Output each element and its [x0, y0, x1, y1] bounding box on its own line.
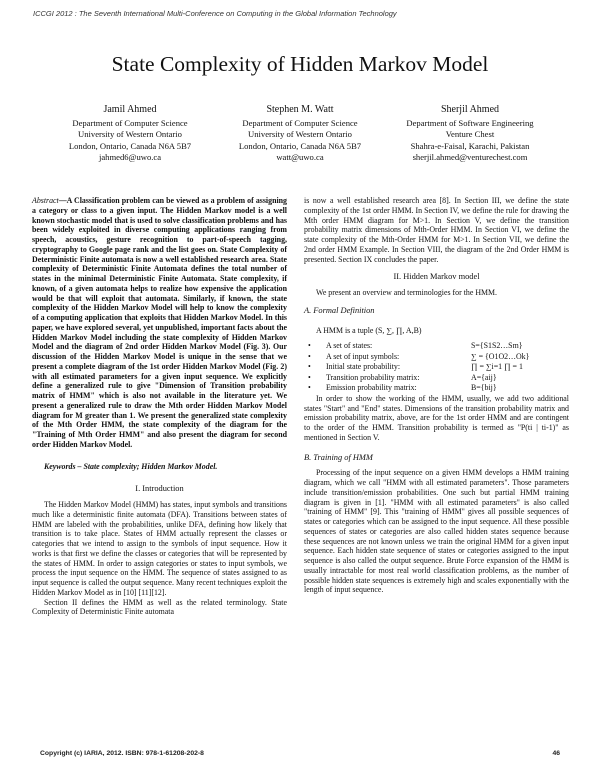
definition-value: A={aij}	[471, 372, 497, 382]
subsection-training: B. Training of HMM	[304, 452, 373, 462]
list-item	[304, 362, 569, 373]
paper-title: State Complexity of Hidden Markov Model	[111, 52, 489, 76]
keywords: Keywords – State complexity; Hidden Markov Model.	[44, 461, 218, 471]
abstract-text: A Classification problem can be viewed as a problem of assigning a category or class to a given input. The Hidden Markov model is a well known stochastic model that is used to solve classification problems and has been widely exploited in diverse computing applications ranging from speech, acoustics, gesture recognition to part-of-speech tagging, cryptography to Google page rank and the list goes on. State Complexity of Deterministic Finite automata is now a well established research area. State complexity of Deterministic Finite Automata defines the total number of states in the minimal Deterministic Finite Automata. State complexity, if known, of a given automata helps to realize how expensive the application would be that will exploit that automata. Similarly, if known, the state complexity of the Hidden Markov Model will help to know the complexity of a computing application that exploits that Hidden Markov Model. In this paper, we have explored several, yet unpublished, important facts about the Hidden Markov Model including the state complexity of Hidden Markov Model and the diagram of 2nd order Hidden Markov Model (Fig. 3). Our discussion of the Hidden Markov Model is unique in the sense that we present a complete diagram of the 1st order Hidden Markov Model (Fig. 2) with all estimated parameters for a given input sequence. We explicitly define a generalized rule to give "Dimension of Transition probability matrix of HMM" which is also not available in the literature yet. We present a generalized rule to draw the Mth order Hidden Markov Model diagram for M greater than 1. We present the generalized state complexity of the Mth Order HMM, the state complexity of the diagram for the "Training of Mth Order HMM" and also present the diagram for second order Hidden Markov Model.	[32, 196, 287, 449]
intro-paragraph-2: Section II defines the HMM as well as the related terminology. State Complexity of Deterministic Finite automata	[32, 597, 287, 617]
page-number: 46	[552, 750, 560, 757]
definition-value: ∑ = {O1O2…Ok}	[471, 351, 530, 361]
training-paragraph: Processing of the input sequence on a given HMM develops a HMM training diagram, which we call "HMM with all estimated parameters". Those parameters include transition/emission probabilities. One such but partial HMM training diagram is given in [1]. "HMM with all estimated parameters" is also called "training of HMM" [9]. This "training of HMM" gives all possible sequences of states or categories which can be assigned to the input sequence. All these possible sequences of states or categories are also called hidden states sequence because these sequences are not known unless we train the original HMM for a given input sequence. Each hidden state sequence of states or categories assigned to the input sequence is also called the output sequence. Brute Force expansion of the HMM is usually intractable for most real world classification problems, as the number of possible hidden state sequences is extremely high and scales exponentially with the length of input sequence.	[304, 468, 569, 595]
page-footer	[40, 750, 560, 757]
intro-paragraph-1: The Hidden Markov Model (HMM) has states, input symbols and transitions much like a deterministic finite automata (DFA). Transitions between states of HMM are labeled with the probabilities, unlike DFA, defining how likely that transition is to take place. States of HMM actually represent the classes or categories that we intend to assign to the symbols of input sequence. How it works is that first we define the classes or categories that will be represented by the states of HMM. In order to assign categories or states to input symbols, we process the input sequence on the HMM. The sequence of states assigned to as input sequence is called the output sequence. Many recent techniques exploit the Hidden Markov Model as in [10] [11][12].	[32, 500, 287, 597]
author-address: Shahra-e-Faisal, Karachi, Pakistan	[410, 140, 530, 151]
author-affiliation: Department of Computer Science	[242, 117, 358, 128]
author-affiliation: University of Western Ontario	[248, 129, 352, 140]
author-email: jahmed6@uwo.ca	[98, 152, 162, 163]
author-email: sherjil.ahmed@venturechest.com	[412, 152, 528, 163]
left-column	[32, 196, 287, 617]
list-item	[304, 373, 569, 384]
author-1	[45, 104, 215, 164]
section-heading-introduction: I. Introduction	[135, 484, 184, 494]
list-item	[304, 352, 569, 363]
author-address: London, Ontario, Canada N6A 5B7	[68, 140, 192, 151]
definition-list	[304, 341, 569, 394]
author-name: Stephen M. Watt	[266, 104, 334, 115]
author-3	[385, 104, 555, 164]
section-heading-hmm: II. Hidden Markov model	[393, 272, 480, 282]
hmm-tuple: A HMM is a tuple (S, ∑, ∏, A,B)	[316, 325, 422, 335]
copyright-isbn: Copyright (c) IARIA, 2012. ISBN: 978-1-61208-202-8	[40, 750, 204, 757]
author-2	[215, 104, 385, 164]
definition-label: Transition probability matrix:	[326, 372, 420, 382]
intro-paragraph-continued: is now a well established research area [8]. In Section III, we define the state complexity of the 1st order HMM. In Section IV, we define the rule for drawing the Mth order HMM diagram for M>1. In Section V, we define the transition probability matrix dimensions of Mth-Order HMM. In Section VI, we define the state complexity of the Mth-Order HMM for M>1. In Section VII, we define the 2nd order HMM Example. In Section VIII, the diagram of the 2nd Order HMM is presented. Section IX concludes the paper.	[304, 196, 569, 264]
author-affiliation: Department of Software Engineering	[406, 117, 534, 128]
definition-value: B={bij}	[471, 383, 497, 393]
definition-value: ∏ = ∑i=1 ∏ = 1	[471, 362, 523, 372]
definition-label: Initial state probability:	[326, 362, 401, 372]
list-item	[304, 341, 569, 352]
abstract: Abstract—A Classification problem can be viewed as a problem of assigning a category or class to a given input. The Hidden Markov model is a well known stochastic model that is used to solve classification problems and has been widely exploited in diverse computing applications ranging from speech, acoustics, gesture recognition to part-of-speech tagging, cryptography to Google page rank and the list goes on. State Complexity of Deterministic Finite automata is now a well established research area. State complexity of Deterministic Finite Automata defines the total number of states in the minimal Deterministic Finite Automata. State complexity, if known, of a given automata helps to realize how expensive the application would be that will exploit that automata. Similarly, if known, the state complexity of the Hidden Markov Model will help to know the complexity of a computing application that exploits that Hidden Markov Model. In this paper, we have explored several, yet unpublished, important facts about the Hidden Markov Model including the state complexity of Hidden Markov Model and the diagram of 2nd order Hidden Markov Model (Fig. 3). Our discussion of the Hidden Markov Model is unique in the sense that we present a complete diagram of the 1st order Hidden Markov Model (Fig. 2) with all estimated parameters for a given input sequence. We explicitly define a generalized rule to give "Dimension of Transition probability matrix of HMM" which is also not available in the literature yet. We present a generalized rule to draw the Mth order Hidden Markov Model diagram for M greater than 1. We present the generalized state complexity of the Mth Order HMM, the state complexity of the diagram for the "Training of Mth Order HMM" and also present the diagram for second order Hidden Markov Model.	[32, 196, 287, 449]
definition-value: S={S1S2…Sm}	[471, 341, 523, 351]
definition-label: A set of input symbols:	[326, 351, 400, 361]
author-name: Sherjil Ahmed	[440, 104, 500, 115]
right-column	[304, 196, 569, 595]
abstract-label: Abstract	[32, 196, 59, 205]
definition-label: A set of states:	[326, 341, 373, 351]
author-email: watt@uwo.ca	[276, 152, 324, 163]
definition-paragraph: In order to show the working of the HMM, usually, we add two additional states "Start" and "End" states. Dimensions of the transition probability matrix and emission probability matrix, above, are for the 1st order HMM and are contingent to the order of the HMM. Transition probability is termed as "P(ti | ti-1)" as mentioned in Section V.	[304, 393, 569, 442]
list-item	[304, 383, 569, 394]
author-affiliation: Department of Computer Science	[72, 117, 188, 128]
subsection-formal-definition: A. Formal Definition	[304, 305, 375, 315]
author-address: London, Ontario, Canada N6A 5B7	[238, 140, 362, 151]
hmm-intro: We present an overview and terminologies for the HMM.	[316, 288, 498, 297]
author-name: Jamil Ahmed	[103, 104, 157, 115]
author-affiliation: Venture Chest	[445, 129, 495, 140]
definition-label: Emission probability matrix:	[326, 383, 417, 393]
author-affiliation: University of Western Ontario	[78, 129, 182, 140]
running-header: ICCGI 2012 : The Seventh International Multi-Conference on Computing in the Global Information Technology	[33, 9, 397, 18]
